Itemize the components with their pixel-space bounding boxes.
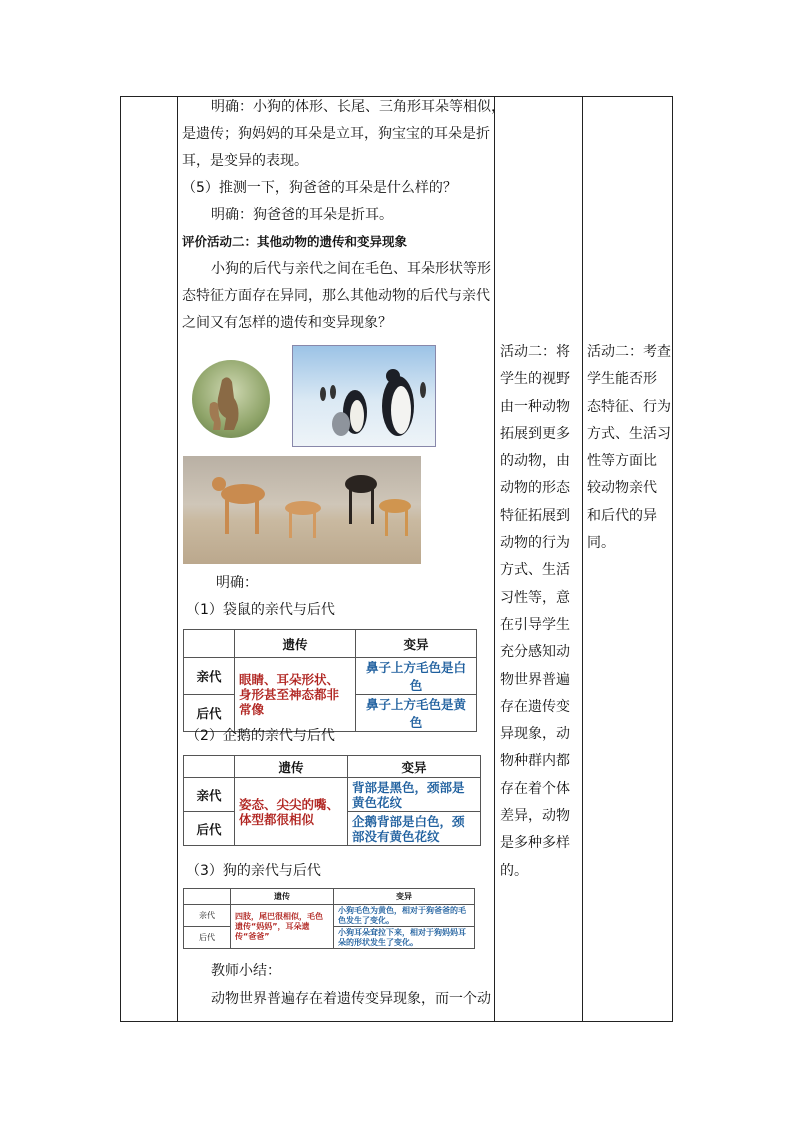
col4-line: 同。 xyxy=(587,535,615,552)
column-divider xyxy=(177,97,178,1021)
row-parent: 亲代 xyxy=(184,658,235,695)
col4-line: 和后代的异 xyxy=(587,507,657,524)
heredity-cell: 姿态、尖尖的嘴、体型都很相似 xyxy=(235,778,348,846)
col4-line: 性等方面比 xyxy=(587,453,657,470)
col3-line: 习性等，意 xyxy=(500,589,570,606)
col3-line: 动物的行为 xyxy=(500,535,570,552)
col4-line: 较动物亲代 xyxy=(587,480,657,497)
variation-child: 企鹅背部是白色，颈部没有黄色花纹 xyxy=(348,812,481,846)
subtitle-dog: （3）狗的亲代与后代 xyxy=(186,863,321,879)
col3-line: 在引导学生 xyxy=(500,616,570,633)
col3-line: 由一种动物 xyxy=(500,398,570,415)
col3-line: 学生的视野 xyxy=(500,371,570,388)
section-heading: 评价活动二：其他动物的遗传和变异现象 xyxy=(182,234,408,249)
dogs-photo xyxy=(183,456,421,564)
col3-line: 异现象，动 xyxy=(500,726,570,743)
kangaroo-photo xyxy=(192,360,270,438)
activity-description xyxy=(500,339,580,885)
subtitle-penguin: （2）企鹅的亲代与后代 xyxy=(186,728,335,744)
answer-5: 明确：狗爸爸的耳朵是折耳。 xyxy=(211,207,393,223)
col3-line: 活动二：将 xyxy=(500,344,570,360)
summary-label: 教师小结： xyxy=(211,963,281,979)
column-divider xyxy=(494,97,495,1021)
clarify-label: 明确： xyxy=(216,575,258,591)
header-variation: 变异 xyxy=(356,630,477,658)
col3-line: 充分感知动 xyxy=(500,644,570,661)
text-line: 明确：小狗的体形、长尾、三角形耳朵等相似， xyxy=(211,99,505,115)
variation-child: 鼻子上方毛色是黄色 xyxy=(356,695,477,732)
heredity-cell: 四肢，尾巴很相似，毛色遗传“妈妈”，耳朵遗传“爸爸” xyxy=(231,905,334,949)
col3-line: 特征拓展到 xyxy=(500,507,570,524)
col3-line: 是多种多样 xyxy=(500,835,570,852)
text-line: 耳，是变异的表现。 xyxy=(182,153,308,169)
col3-line: 拓展到更多 xyxy=(500,425,570,442)
col3-line: 存在遗传变 xyxy=(500,698,570,715)
row-child: 后代 xyxy=(184,812,235,846)
row-child: 后代 xyxy=(184,927,231,949)
row-child: 后代 xyxy=(184,695,235,732)
row-parent: 亲代 xyxy=(184,905,231,927)
text-line: 之间又有怎样的遗传和变异现象？ xyxy=(182,315,392,331)
col3-line: 的。 xyxy=(500,862,528,879)
variation-parent: 背部是黑色，颈部是黄色花纹 xyxy=(348,778,481,812)
header-heredity: 遗传 xyxy=(235,756,348,778)
header-variation: 变异 xyxy=(348,756,481,778)
variation-parent: 鼻子上方毛色是白色 xyxy=(356,658,477,695)
col4-line: 态特征、行为 xyxy=(587,398,671,415)
penguin-photo xyxy=(292,345,436,447)
col3-line: 的动物，由 xyxy=(500,453,570,470)
assessment-description xyxy=(587,339,671,557)
col3-line: 存在着个体 xyxy=(500,780,570,797)
text-line: 是遗传；狗妈妈的耳朵是立耳，狗宝宝的耳朵是折 xyxy=(182,126,490,142)
kangaroo-table xyxy=(183,629,477,732)
summary-text: 动物世界普遍存在着遗传变异现象，而一个动 xyxy=(211,991,491,1007)
heredity-cell: 眼睛、耳朵形状、身形甚至神态都非常像 xyxy=(235,658,356,732)
question-5: （5）推测一下，狗爸爸的耳朵是什么样的？ xyxy=(182,180,457,196)
col3-line: 物世界普遍 xyxy=(500,671,570,688)
subtitle-kangaroo: （1）袋鼠的亲代与后代 xyxy=(186,602,335,618)
column-divider xyxy=(582,97,583,1021)
text-line: 态特征方面存在异同，那么其他动物的后代与亲代 xyxy=(182,288,490,304)
header-variation: 变异 xyxy=(334,889,475,905)
col4-line: 方式、生活习 xyxy=(587,425,671,442)
text-line: 小狗的后代与亲代之间在毛色、耳朵形状等形 xyxy=(211,261,491,277)
col3-line: 动物的形态 xyxy=(500,480,570,497)
col3-line: 方式、生活 xyxy=(500,562,570,579)
dog-table xyxy=(183,888,475,949)
col4-line: 活动二：考查 xyxy=(587,344,671,360)
variation-parent: 小狗毛色为黄色，相对于狗爸爸的毛色发生了变化。 xyxy=(334,905,475,927)
col3-line: 差异，动物 xyxy=(500,808,570,825)
header-heredity: 遗传 xyxy=(235,630,356,658)
row-parent: 亲代 xyxy=(184,778,235,812)
variation-child: 小狗耳朵耷拉下来，相对于狗妈妈耳朵的形状发生了变化。 xyxy=(334,927,475,949)
col3-line: 物种群内都 xyxy=(500,753,570,770)
header-heredity: 遗传 xyxy=(231,889,334,905)
penguin-table xyxy=(183,755,481,846)
col4-line: 学生能否形 xyxy=(587,371,657,388)
